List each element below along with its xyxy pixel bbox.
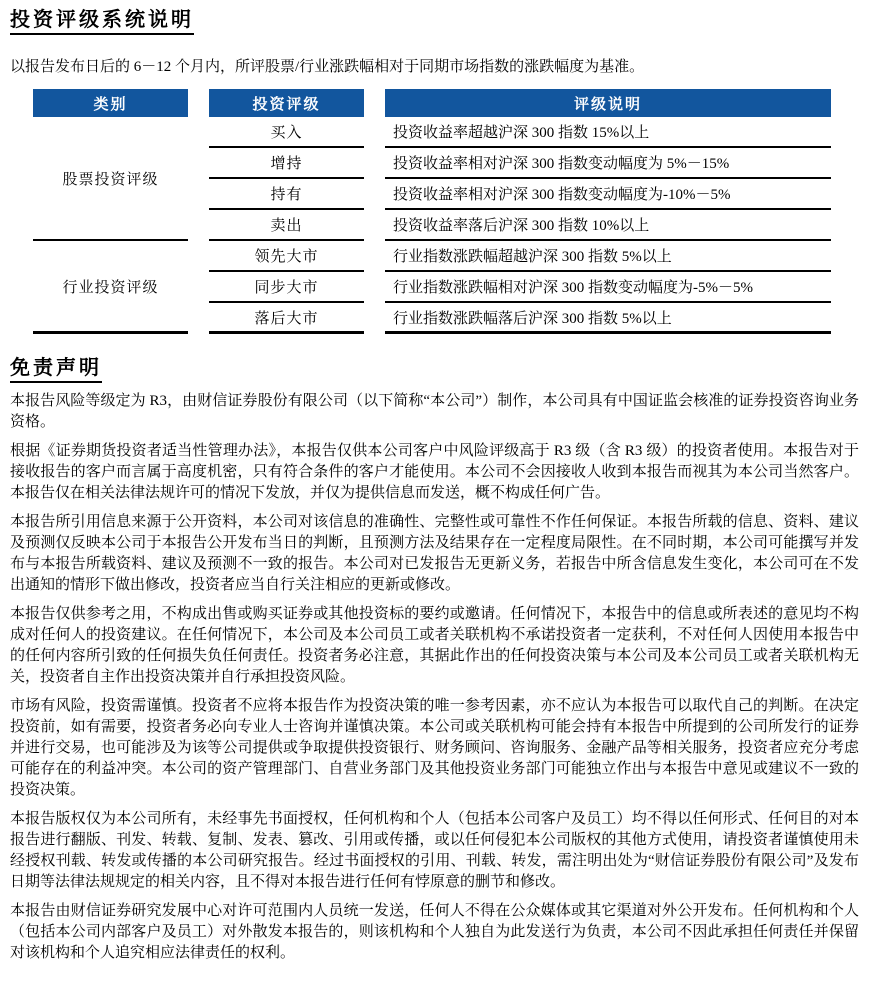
description-cell-inline: 行业指数涨跌幅相对沪深 300 指数变动幅度为-5%－5% <box>385 272 831 303</box>
disclaimer-paragraph-distribution: 本报告由财信证券研究发展中心对许可范围内人员统一发送，任何人不得在公众媒体或其它渠道对外公开发布。任何机构和个人（包括本公司内部客户及员工）对外散发本报告的，则该机构和个人独自为此发送行为负责，本公司不因此承担任何责任并保留对该机构和个人追究相应法律责任的权利。 <box>10 903 859 961</box>
description-cell-outperform: 行业指数涨跌幅超越沪深 300 指数 5%以上 <box>385 241 831 272</box>
disclaimer-paragraph-reference-only: 本报告仅供参考之用，不构成出售或购买证券或其他投资标的要约或邀请。任何情况下，本报告中的信息或所表述的意见均不构成对任何人的投资建议。在任何情况下，本公司及本公司员工或者关联机构不承诺投资者一定获利，不对任何人因使用本报告中的任何内容所引致的任何损失负任何责任。投资者务必注意，其据此作出的任何投资决策与本公司及本公司员工或者关联机构无关，投资者自主作出投资决策并自行承担投资风险。 <box>10 606 859 685</box>
disclaimer-paragraph-suitability: 根据《证券期货投资者适当性管理办法》，本报告仅供本公司客户中风险评级高于 R3 级（含 R3 级）的投资者使用。本报告对于接收报告的客户而言属于高度机密，只有符合条件的客户才能使用。本公司不会因接收人收到本报告而视其为本公司当然客户。本报告仅在相关法律法规许可的情况下发放，并仅为提供信息而发送，概不构成任何广告。 <box>10 443 859 501</box>
description-cell-buy: 投资收益率超越沪深 300 指数 15%以上 <box>385 117 831 148</box>
rating-cell-inline: 同步大市 <box>209 272 364 303</box>
rating-cell-buy: 买入 <box>209 117 364 148</box>
table-header-description: 评级说明 <box>385 89 831 117</box>
report-page <box>10 8 859 964</box>
rating-cell-hold: 持有 <box>209 179 364 210</box>
disclaimer-paragraph-market-risk: 市场有风险，投资需谨慎。投资者不应将本报告作为投资决策的唯一参考因素，亦不应认为本报告可以取代自己的判断。在决定投资前，如有需要，投资者务必向专业人士咨询并谨慎决策。本公司或关联机构可能会持有本报告中所提到的公司所发行的证券并进行交易，也可能涉及为该等公司提供或争取提供投资银行、财务顾问、咨询服务、金融产品等相关服务，投资者应充分考虑可能存在的利益冲突。本公司的资产管理部门、自营业务部门及其他投资业务部门可能独立作出与本报告中意见或建议不一致的投资决策。 <box>10 698 859 798</box>
description-cell-hold: 投资收益率相对沪深 300 指数变动幅度为-10%－5% <box>385 179 831 210</box>
disclaimer-section-title <box>10 356 859 383</box>
rating-cell-underperform: 落后大市 <box>209 303 364 334</box>
rating-table <box>33 89 831 334</box>
description-cell-sell: 投资收益率落后沪深 300 指数 10%以上 <box>385 210 831 241</box>
category-cell-industry: 行业投资评级 <box>33 241 188 334</box>
rating-system-section-title <box>10 8 859 35</box>
category-cell-stock: 股票投资评级 <box>33 117 188 241</box>
rating-cell-sell: 卖出 <box>209 210 364 241</box>
disclaimer-paragraph-information-source: 本报告所引用信息来源于公开资料，本公司对该信息的准确性、完整性或可靠性不作任何保证。本报告所载的信息、资料、建议及预测仅反映本公司于本报告公开发布当日的判断，且预测方法及结果存在一定程度局限性。在不同时期，本公司可能撰写并发布与本报告所载资料、建议及预测不一致的报告。本公司对已发报告无更新义务，若报告中所含信息发生变化，本公司可在不发出通知的情形下做出修改，投资者应当自行关注相应的更新或修改。 <box>10 514 859 593</box>
disclaimer-paragraph-risk-level: 本报告风险等级定为 R3，由财信证券股份有限公司（以下简称“本公司”）制作，本公司具有中国证监会核准的证券投资咨询业务资格。 <box>10 393 859 430</box>
rating-basis-text: 以报告发布日后的 6－12 个月内，所评股票/行业涨跌幅相对于同期市场指数的涨跌幅度为基准。 <box>10 59 645 75</box>
description-cell-underperform: 行业指数涨跌幅落后沪深 300 指数 5%以上 <box>385 303 831 334</box>
table-header-rating: 投资评级 <box>209 89 364 117</box>
rating-system-title-text: 投资评级系统说明 <box>10 8 194 35</box>
disclaimer-paragraph-copyright: 本报告版权仅为本公司所有，未经事先书面授权，任何机构和个人（包括本公司客户及员工）均不得以任何形式、任何目的对本报告进行翻版、刊发、转载、复制、发表、篡改、引用或传播，或以任何侵犯本公司版权的其他方式使用，请投资者谨慎使用未经授权刊载、转发或传播的本公司研究报告。经过书面授权的引用、刊载、转发，需注明出处为“财信证券股份有限公司”及发布日期等法律法规规定的相关内容，且不得对本报告进行任何有悖原意的删节和修改。 <box>10 811 859 890</box>
rating-cell-outperform: 领先大市 <box>209 241 364 272</box>
description-cell-overweight: 投资收益率相对沪深 300 指数变动幅度为 5%－15% <box>385 148 831 179</box>
table-header-category: 类别 <box>33 89 188 117</box>
disclaimer-title-text: 免责声明 <box>10 356 102 383</box>
rating-cell-overweight: 增持 <box>209 148 364 179</box>
